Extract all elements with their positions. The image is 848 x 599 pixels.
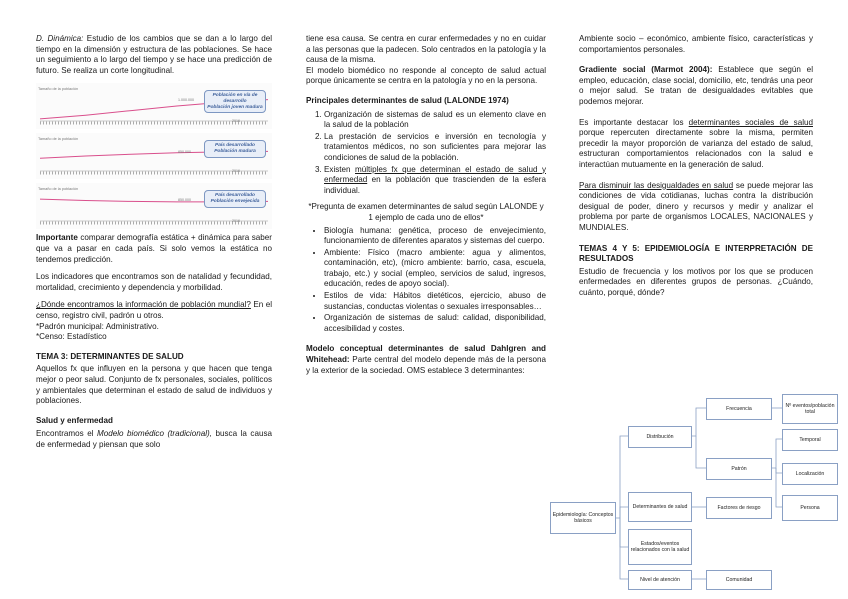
gradiente-paragraph: Gradiente social (Marmot 2004): Establece que según el empleo, educación, clase social, domicilio, etc, tendrás una peor o mejor salud. Se tratan de desigualdades evitables que podemos mejorar.: [579, 65, 813, 106]
node-comunidad: Comunidad: [706, 570, 772, 590]
list-item: • Organización de sistemas de salud: calidad, disponibilidad, accesibilidad y costes.: [324, 313, 546, 334]
node-factores: Factores de riesgo: [706, 497, 772, 519]
donde-paragraph: ¿Dónde encontramos la información de población mundial? En el censo, registro civil, padrón u otros.: [36, 300, 272, 320]
tema3-title: TEMA 3: DETERMINANTES DE SALUD: [36, 351, 184, 361]
list-item: • Estilos de vida: Hábitos dietéticos, ejercicio, abuso de sustancias, conductas violentas o sexuales irresponsables…: [324, 291, 546, 312]
list-item: 2. La prestación de servicios e inversión en tecnología y tratamientos médicos, no son suficientes para mejorar las condiciones de salud de la población.: [324, 132, 546, 164]
salud-paragraph: Encontramos el Modelo biomédico (tradicional), busca la causa de enfermedad y piensan que solo: [36, 429, 272, 449]
node-estados: Estados/eventos relacionados con la salud: [628, 529, 692, 565]
node-eventos: Nº eventos/población total: [782, 394, 838, 424]
lalonde-list: [306, 110, 546, 197]
column-1: [36, 34, 272, 457]
cont-paragraph: tiene esa causa. Se centra en curar enfermedades y no en cuidar a las personas que la padecen. Solo centrados en la patología y la causa de la misma.: [306, 34, 546, 65]
destacar-paragraph: Es importante destacar los determinantes sociales de salud porque repercuten directamente sobre la misma, permiten precedir la mayor proporción de varianza del estado de salud, estructuran comportamientos relacionados con la salud e interactúan mutuamente en la generación de salud.: [579, 117, 813, 169]
epidemiology-diagram: [550, 392, 840, 592]
tema3-paragraph: Aquellos fx que influyen en la persona y que hacen que tenga mejor o peor salud. Conjunto de fx personales, sociales, políticos y ambientales que determinan el estado de salud de individuos y poblaciones.: [36, 364, 272, 406]
cont-paragraph-3: Ambiente socio – económico, ambiente físico, características y comportamientos personales.: [579, 34, 813, 54]
population-chart-1: Tamaño de la población 1.000.000 2016 Población en vía de desarrollo Población joven madura: [36, 83, 272, 129]
node-distribucion: Distribución: [628, 426, 692, 448]
determinantes-list: [306, 226, 546, 335]
chart-3-legend: País desarrollado Población envejecida: [204, 190, 266, 207]
population-chart-2: Tamaño de la población 850.000 2016 País desarrollado Población madura: [36, 133, 272, 179]
chart-1-legend: Población en vía de desarrollo Población joven madura: [204, 90, 266, 113]
lalonde-title: Principales determinantes de salud (LALONDE 1974): [306, 95, 509, 105]
node-nivel: Nivel de atención: [628, 570, 692, 590]
node-patron: Patrón: [706, 458, 772, 480]
salud-title: Salud y enfermedad: [36, 415, 113, 425]
list-item: • Biología humana: genética, proceso de envejecimiento, funcionamiento de diferentes aparatos y sistemas del cuerpo.: [324, 226, 546, 247]
column-3: [579, 34, 813, 305]
biomedico-paragraph: El modelo biomédico no responde al concepto de salud actual porque únicamente se centra en la patología y no en la persona.: [306, 65, 546, 86]
population-chart-3: Tamaño de la población 850.000 2016 País desarrollado Población envejecida: [36, 183, 272, 229]
pregunta-note: *Pregunta de examen determinantes de salud según LALONDE y 1 ejemplo de cada uno de ellos*: [308, 202, 544, 222]
node-frecuencia: Frecuencia: [706, 398, 772, 420]
modelo-paragraph: Modelo conceptual determinantes de salud Dahlgren and Whitehead: Parte central del modelo depende más de la persona y la exterior de la sociedad. OMS establece 3 determinantes:: [306, 344, 546, 375]
node-temporal: Temporal: [782, 429, 838, 451]
column-2: [306, 34, 546, 383]
dinamica-paragraph: D. Dinámica: Estudio de los cambios que se dan a lo largo del tiempo en la dimensión y estructura de las poblaciones. Se hace un seguimiento a lo largo del tiempo y se hace una predicción de futuro. Se realiza un corte longitudinal.: [36, 34, 273, 75]
node-persona: Persona: [782, 495, 838, 521]
tema45-title: TEMAS 4 Y 5: EPIDEMIOLOGÍA E INTERPRETACIÓN DE RESULTADOS: [579, 243, 813, 264]
padron-line: *Padrón municipal: Administrativo.: [36, 321, 159, 331]
indicadores-paragraph: Los indicadores que encontramos son de natalidad y fecundidad, mortalidad, crecimiento y dependencia y morbilidad.: [36, 272, 272, 292]
disminuir-paragraph: Para disminuir las desigualdades en salud se puede mejorar las condiciones de vida cotidianas, luchas contra la distribución desigual de poder, dinero y recursos y medir y analizar el problema por parte de organismos LOCALES, NACIONALES y MUNDIALES.: [579, 180, 814, 232]
list-item: 1. Organización de sistemas de salud es un elemento clave en la salud de la población: [324, 110, 546, 131]
list-item: 3. Existen múltiples fx que determinan el estado de salud y enfermedad en la población que trascienden de la esfera individual.: [324, 165, 546, 197]
importante-paragraph: Importante comparar demografía estática + dinámica para saber que va a pasar en cada país. Si solo vemos la estática no tendemos predicción.: [36, 233, 272, 264]
node-determinantes: Determinantes de salud: [628, 492, 692, 522]
chart-2-legend: País desarrollado Población madura: [204, 140, 266, 157]
tema45-paragraph: Estudio de frecuencia y los motivos por los que se producen enfermedades en diferentes grupos de personas. ¿Cuándo, cuánto, porqué, dónde?: [579, 266, 813, 297]
censo-line: *Censo: Estadístico: [36, 332, 107, 342]
list-item: • Ambiente: Físico (macro ambiente: agua y alimentos, contaminación, etc), (micro ambiente: barrio, casa, escuela, trabajo, etc.) y social (empleo, servicios de salud, ingresos, educación, redes de apoyo social).: [324, 248, 546, 290]
node-root: Epidemiología: Conceptos básicos: [550, 502, 616, 534]
node-localizacion: Localización: [782, 463, 838, 485]
